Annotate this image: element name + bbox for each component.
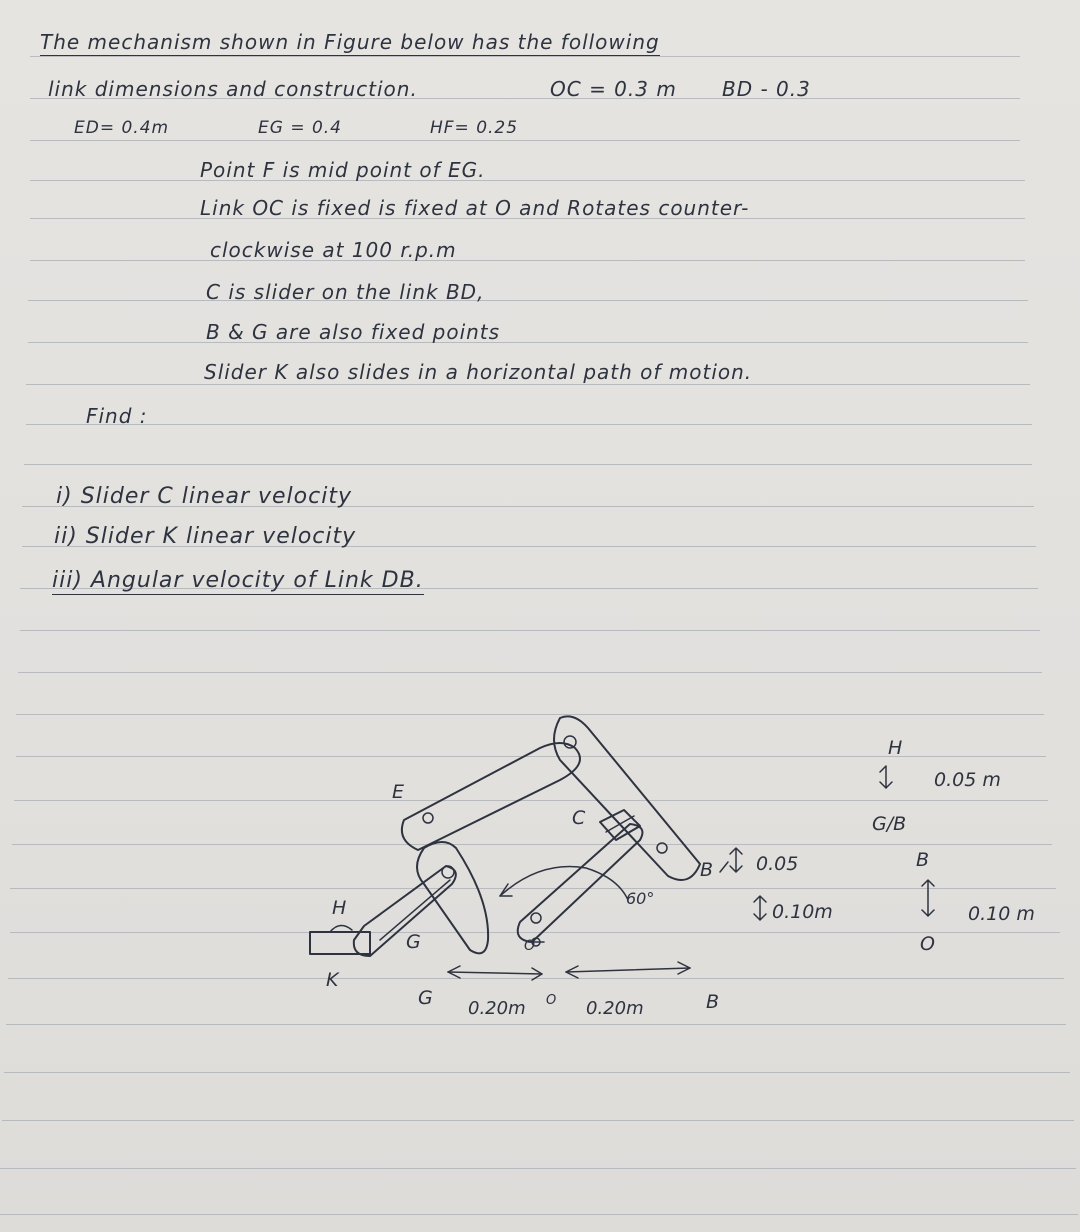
link-bd <box>518 824 643 942</box>
question-3: iii) Angular velocity of Link DB. <box>52 568 424 593</box>
note-slider-c: C is slider on the link BD, <box>206 280 485 304</box>
fr-label-h: H <box>888 737 903 759</box>
fr-dim-005m: 0.05 m <box>934 769 1001 791</box>
dim-020m-left: 0.20m <box>468 998 526 1019</box>
note-link-oc: Link OC is fixed is fixed at O and Rotates counter- <box>200 196 750 220</box>
rc-dim-010m: 0.10m <box>772 901 833 923</box>
dim-hf: HF= 0.25 <box>430 118 519 138</box>
fr-dim-010m: 0.10 m <box>968 903 1035 925</box>
fr-arrow-h <box>880 766 892 788</box>
label-angle: 60° <box>626 889 655 908</box>
dim-o-small: O <box>546 993 557 1008</box>
dimension-arrows <box>448 962 690 980</box>
label-k: K <box>326 969 339 991</box>
label-h: H <box>332 897 347 919</box>
fr-arrow-b <box>922 880 934 916</box>
dim-ed: ED= 0.4m <box>74 118 170 138</box>
fr-label-gb: G/B <box>872 813 907 835</box>
fr-label-o: O <box>920 933 935 955</box>
dim-eg: EG = 0.4 <box>258 118 343 138</box>
note-rpm: clockwise at 100 r.p.m <box>210 238 457 262</box>
note-fixed-points: B & G are also fixed points <box>206 320 501 344</box>
note-slider-k: Slider K also slides in a horizontal path of motion. <box>204 360 753 384</box>
note-midpoint: Point F is mid point of EG. <box>200 158 486 182</box>
rc-arrow <box>730 848 742 872</box>
label-e: E <box>392 781 405 803</box>
find-label: Find : <box>86 404 148 428</box>
dim-020m-right: 0.20m <box>586 998 644 1019</box>
question-1: i) Slider C linear velocity <box>56 484 352 509</box>
label-g-bottom: G <box>418 987 433 1009</box>
link-oc <box>554 716 700 880</box>
label-b-bottom: B <box>706 991 720 1013</box>
rc-arrow-2 <box>754 896 766 920</box>
rc-label-b: B <box>700 859 714 881</box>
rc-dim-005: 0.05 <box>756 853 799 875</box>
dim-bd: BD - 0.3 <box>722 77 811 101</box>
question-2: ii) Slider K linear velocity <box>54 524 357 549</box>
dim-oc: OC = 0.3 m <box>550 77 677 101</box>
label-g-center: G <box>406 931 421 953</box>
link-ed <box>402 743 580 850</box>
label-c: C <box>572 807 586 829</box>
statement-line-2: link dimensions and construction. <box>48 77 418 101</box>
statement-line-1: The mechanism shown in Figure below has the following <box>40 30 660 54</box>
label-o-bottom: O <box>524 938 536 954</box>
fr-label-b: B <box>916 849 930 871</box>
link-eg <box>417 842 488 953</box>
